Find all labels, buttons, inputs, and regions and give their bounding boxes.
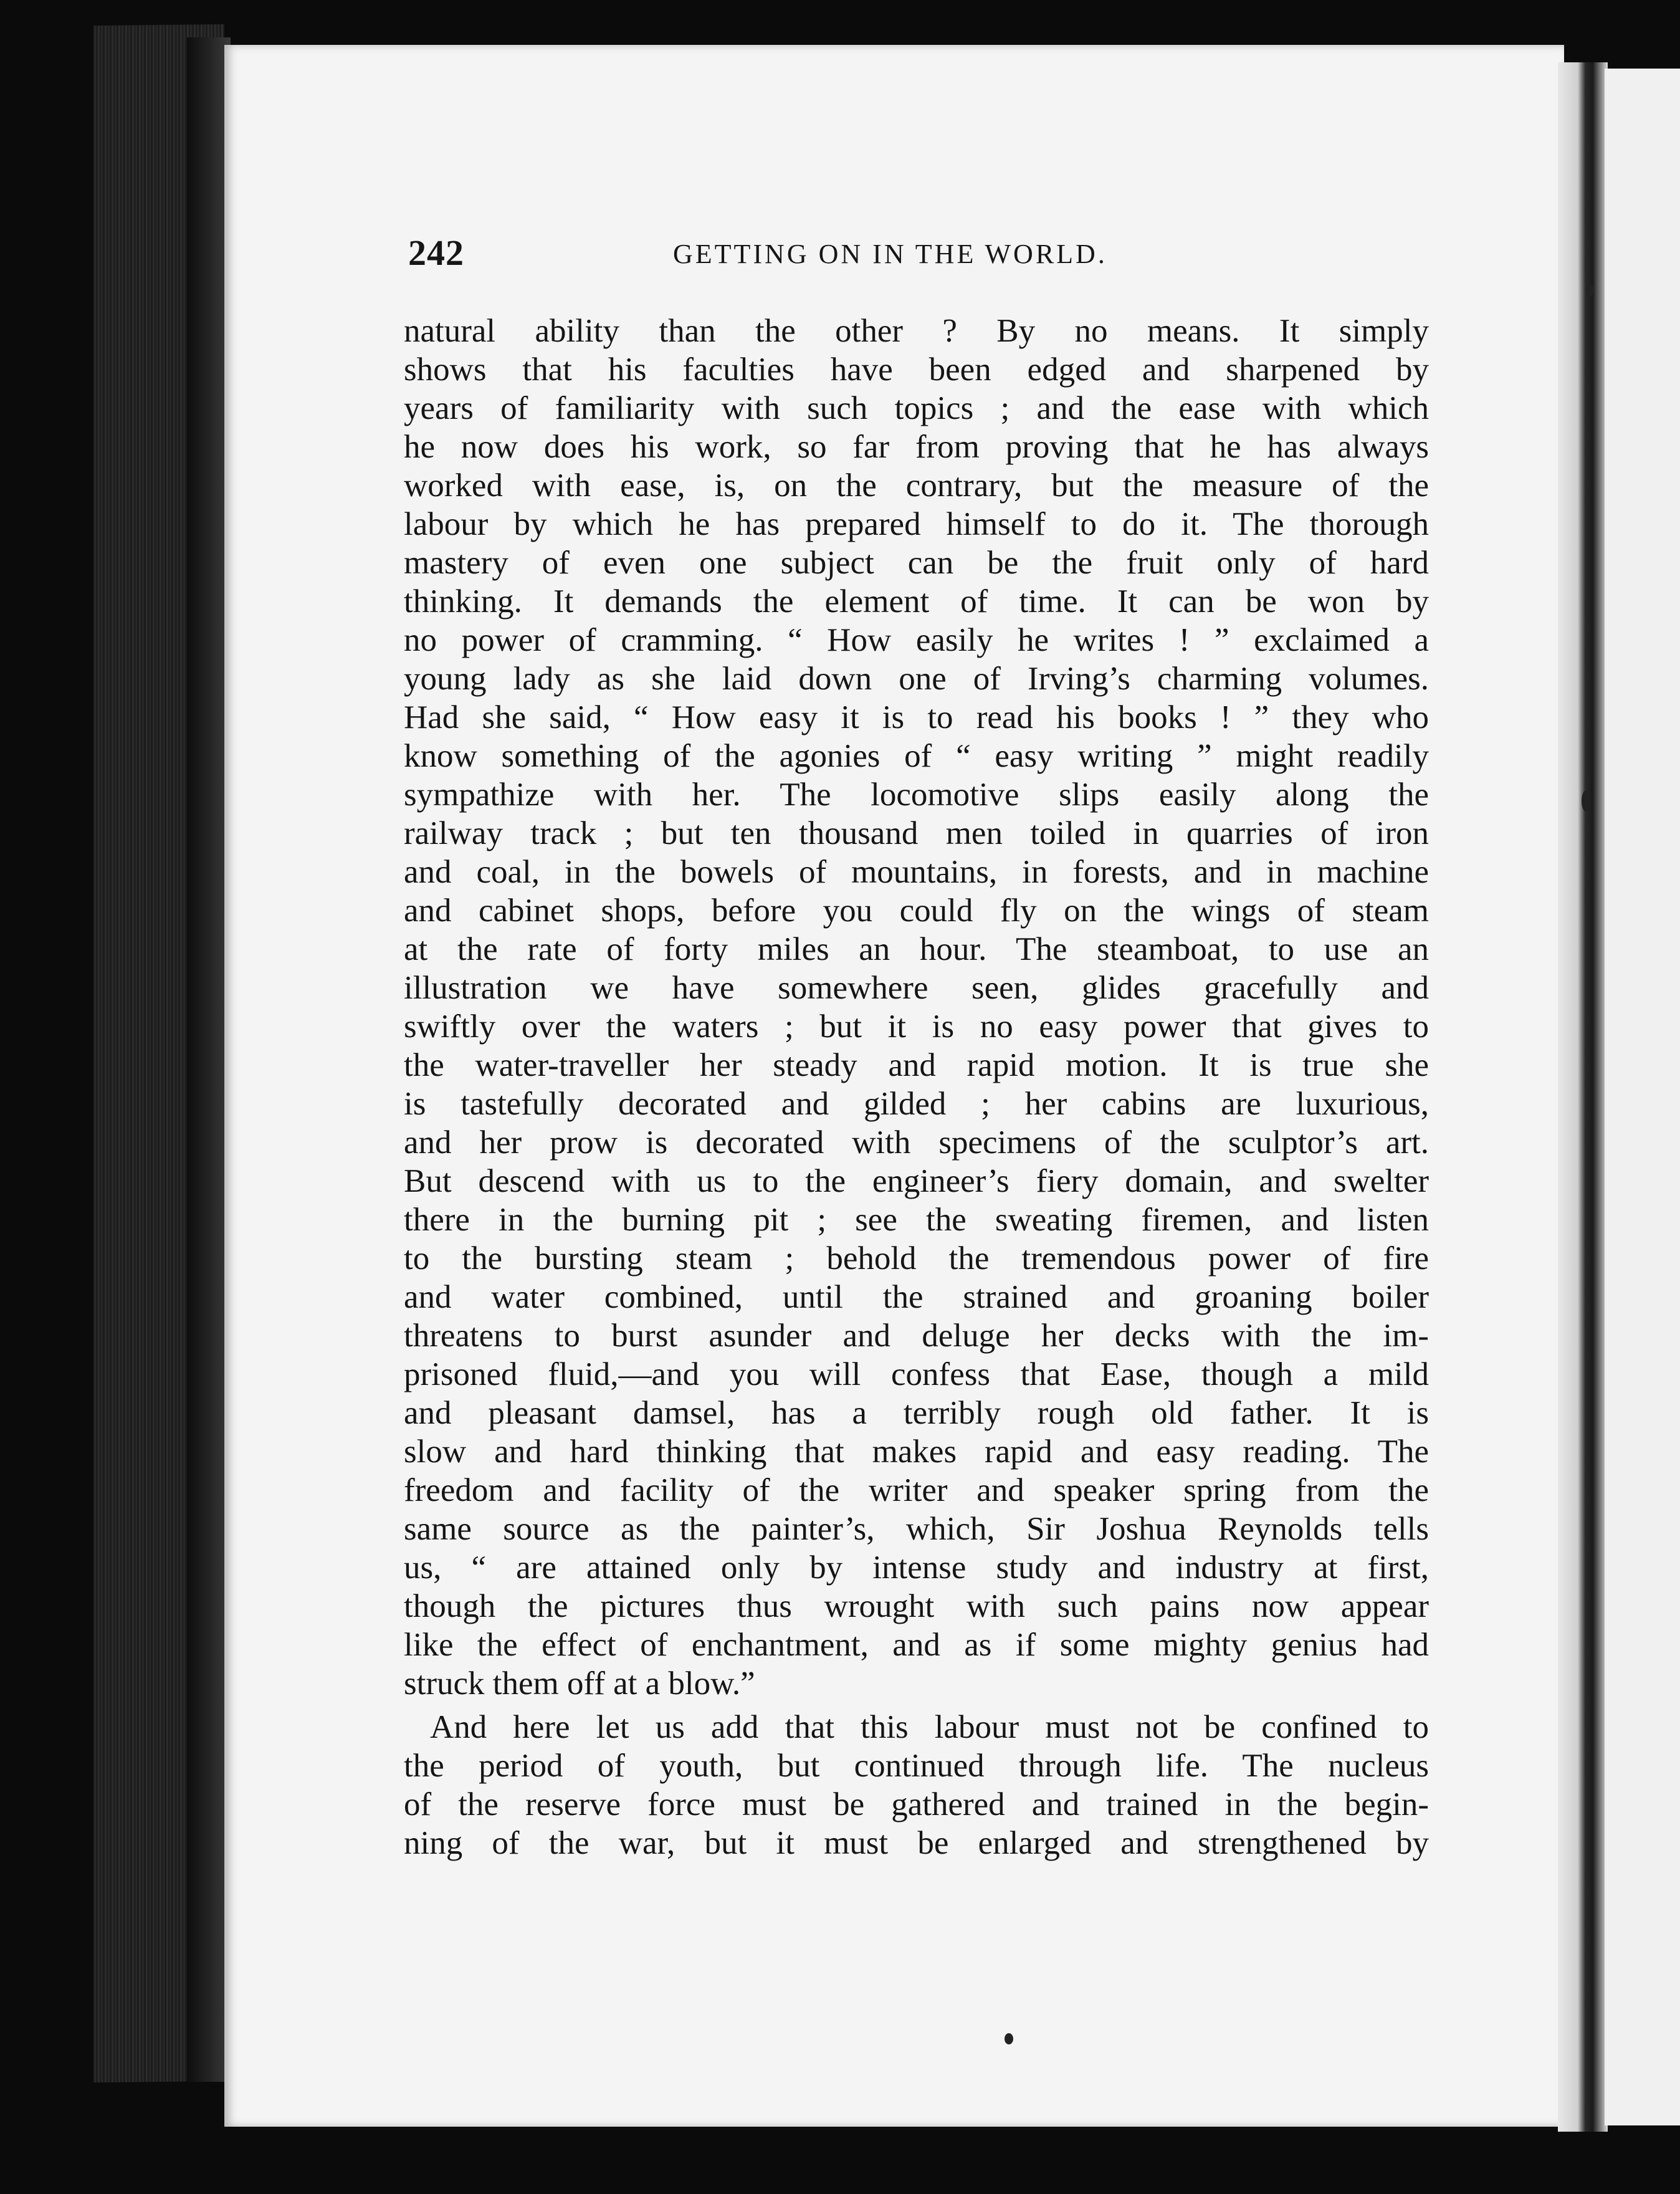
text-line: and cabinet shops, before you could fly on the wings of steam xyxy=(404,893,1429,929)
running-title: GETTING ON IN THE WORLD. xyxy=(673,239,1107,269)
text-line: the period of youth, but continued through life. The nucleus xyxy=(404,1748,1429,1784)
text-line: thinking. It demands the element of time. It can be won by xyxy=(404,583,1429,620)
text-line: and her prow is decorated with specimens of the sculptor’s art. xyxy=(404,1124,1429,1161)
text-line: swiftly over the waters ; but it is no easy power that gives to xyxy=(404,1008,1429,1045)
body-text xyxy=(404,312,1429,1862)
text-line: slow and hard thinking that makes rapid and easy reading. The xyxy=(404,1434,1429,1470)
text-line: sympathize with her. The locomotive slips easily along the xyxy=(404,777,1429,813)
text-line: illustration we have somewhere seen, glides gracefully and xyxy=(404,970,1429,1006)
text-line: struck them off at a blow.” xyxy=(404,1665,755,1702)
ink-speck xyxy=(1582,790,1590,812)
ink-speck xyxy=(1005,2033,1013,2044)
text-line: and coal, in the bowels of mountains, in forests, and in machine xyxy=(404,854,1429,890)
text-line: Had she said, “ How easy it is to read his books ! ” they who xyxy=(404,699,1429,735)
facing-page-edge xyxy=(1605,69,1680,2125)
running-head xyxy=(408,232,1436,282)
text-line: labour by which he has prepared himself to do it. The thorough xyxy=(404,506,1429,542)
text-line: young lady as she laid down one of Irving’s charming volumes. xyxy=(404,661,1429,697)
paragraph-1 xyxy=(404,312,1429,1703)
text-line: But descend with us to the engineer’s fiery domain, and swelter xyxy=(404,1163,1429,1199)
text-line: natural ability than the other ? By no means. It simply xyxy=(404,313,1429,349)
text-line: at the rate of forty miles an hour. The steamboat, to use an xyxy=(404,931,1429,967)
text-line: prisoned fluid,—and you will confess that Ease, though a mild xyxy=(404,1356,1429,1392)
text-line: worked with ease, is, on the contrary, but the measure of the xyxy=(404,467,1429,504)
text-line: shows that his faculties have been edged and sharpened by xyxy=(404,352,1429,388)
paragraph-2 xyxy=(404,1708,1429,1862)
page-number: 242 xyxy=(408,232,464,273)
text-line: freedom and facility of the writer and speaker spring from the xyxy=(404,1472,1429,1508)
text-line: us, “ are attained only by intense study and industry at first, xyxy=(404,1550,1429,1586)
text-line: mastery of even one subject can be the fruit only of hard xyxy=(404,545,1429,581)
text-line: know something of the agonies of “ easy writing ” might readily xyxy=(404,738,1429,774)
text-line: threatens to burst asunder and deluge her decks with the im- xyxy=(404,1318,1429,1354)
text-line: years of familiarity with such topics ; and the ease with which xyxy=(404,390,1429,426)
text-line: of the reserve force must be gathered and trained in the begin- xyxy=(404,1786,1429,1823)
text-line: like the effect of enchantment, and as if some mighty genius had xyxy=(404,1627,1429,1663)
text-line: and water combined, until the strained and groaning boiler xyxy=(404,1279,1429,1315)
text-line: And here let us add that this labour must not be confined to xyxy=(430,1709,1429,1745)
text-line: no power of cramming. “ How easily he writes ! ” exclaimed a xyxy=(404,622,1429,658)
text-line: there in the burning pit ; see the sweating firemen, and listen xyxy=(404,1202,1429,1238)
text-line: same source as the painter’s, which, Sir Joshua Reynolds tells xyxy=(404,1511,1429,1547)
ink-speck xyxy=(1586,284,1593,297)
text-line: he now does his work, so far from proving that he has always xyxy=(404,429,1429,465)
text-line: and pleasant damsel, has a terribly rough old father. It is xyxy=(404,1395,1429,1431)
text-line: railway track ; but ten thousand men toiled in quarries of iron xyxy=(404,815,1429,851)
text-line: though the pictures thus wrought with such pains now appear xyxy=(404,1588,1429,1624)
text-line: ning of the war, but it must be enlarged and strengthened by xyxy=(404,1825,1429,1861)
text-line: is tastefully decorated and gilded ; her cabins are luxurious, xyxy=(404,1086,1429,1122)
text-line: to the bursting steam ; behold the tremendous power of fire xyxy=(404,1240,1429,1277)
text-line: the water-traveller her steady and rapid motion. It is true she xyxy=(404,1047,1429,1083)
book-gutter xyxy=(1558,62,1608,2132)
